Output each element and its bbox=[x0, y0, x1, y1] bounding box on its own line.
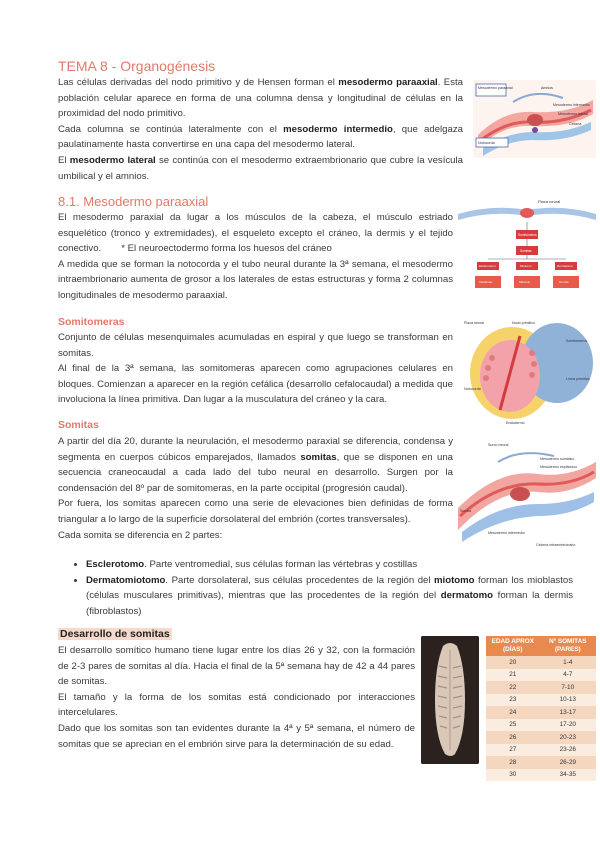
somitas-text: A partir del día 20, durante la neurulación, el mesodermo paraxial se diferencia, condensa y segmenta en cuerpos cúbicos emparejados, llamados somitas, que se disponen en una secuencia craneocaudal a cada lado del tubo neural en desarrollo. Surgen por la condensación del 8º par de somitomeras, en la parte occipital (progresión caudal). Por fuera, los somitas aparecen como una serie de elevaciones bien definidas de forma triangular a lo largo de la superficie dorsolateral del embrión (cortes transversales). Cada somita se diferencia en 2 partes: bbox=[58, 436, 453, 541]
fig3-label-notocorda: Notocorda bbox=[464, 387, 481, 391]
table-row: 28 26-29 bbox=[486, 756, 596, 769]
paraxial-flowchart-figure bbox=[458, 196, 596, 296]
table-row: 25 17-20 bbox=[486, 719, 596, 732]
table-row: 22 7-10 bbox=[486, 681, 596, 694]
fig3-label-linea: Línea primitiva bbox=[566, 377, 590, 381]
mesoderm-diagram-figure bbox=[473, 80, 596, 158]
table-row: 27 23-26 bbox=[486, 744, 596, 757]
fig2-box-musculo: Músculo bbox=[519, 280, 531, 284]
fig3-label-placa: Placa neural bbox=[464, 321, 484, 325]
desarrollo-text: El desarrollo somítico humano tiene lugar entre los días 26 y 32, con la formación de 2-3 pares de somitas al día. Hacia el final de la 5ª semana hay de 42 a 44 pares de somitas. El tamaño y la forma de los somitas está condicionado por interacciones intercelulares. Dado que los somitas son tan evidentes durante la 4ª y 5ª semana, el número de somitas que se aprecian en el embrión sirve para la determinación de su edad. bbox=[58, 645, 415, 750]
section-8-1-heading: 8.1. Mesodermo paraaxial bbox=[58, 194, 209, 209]
fig1-label-amnios: Amnios bbox=[541, 86, 553, 90]
fig2-box-dermatomo: Dermatomo bbox=[557, 264, 573, 268]
fig2-box-dermis: Dermis bbox=[559, 280, 569, 284]
fig4-label-celoma: Celoma intraembrionario bbox=[536, 543, 576, 547]
fig1-label-notocorda: Notocorda bbox=[478, 141, 495, 145]
fig2-box-esclerotomo: Esclerotomo bbox=[479, 264, 496, 268]
fig2-box-somitomeros: Somitómeros bbox=[518, 233, 537, 237]
fig2-top-label: Placa neural bbox=[538, 199, 561, 204]
somitas-parts-list bbox=[58, 557, 573, 619]
fig2-box-vertebras: Vértebras bbox=[479, 280, 493, 284]
somitomeras-text: Conjunto de células mesenquimales acumuladas en espiral y que luego se transforman en somitas. Al final de la 3ª semana, las somitomeras aparecen como agrupaciones celulares en bloques. Comienzan a aparecer en la región cefálica (desarrollo cefalocaudal) a medida que involuciona la línea primitiva. Dan lugar a la musculatura del cráneo y la cara. bbox=[58, 332, 453, 406]
fig3-label-nodo: Nodo primitivo bbox=[512, 321, 535, 325]
page-title: TEMA 8 - Organogénesis bbox=[58, 58, 216, 74]
table-row: 26 20-23 bbox=[486, 731, 596, 744]
fig4-label-esplacnico: Mesodermo esplácnico bbox=[540, 465, 577, 469]
somitomeras-heading: Somitomeras bbox=[58, 316, 125, 328]
fig1-label-lateral: Mesodermo lateral bbox=[558, 112, 588, 116]
table-row: 21 4-7 bbox=[486, 669, 596, 682]
embryo-photo bbox=[421, 636, 479, 764]
list-item-dermatomiotomo: • Dermatomiotomo. Parte dorsolateral, sus células procedentes de la región del miotomo forman los mioblastos (células musculares primitivas), mientras que las procedentes de la región del dermatomo forman la dermis (fibroblastos) bbox=[86, 573, 573, 620]
somitomeres-figure bbox=[462, 318, 596, 428]
table-row: 23 10-13 bbox=[486, 694, 596, 707]
somitas-heading: Somitas bbox=[58, 419, 99, 431]
list-item-esclerotomo: • Esclerotomo. Parte ventromedial, sus células forman las vértebras y costillas bbox=[86, 557, 573, 573]
somite-age-table bbox=[486, 636, 596, 781]
fig4-label-surco: Surco neural bbox=[488, 443, 509, 447]
fig4-label-somatico: Mesodermo somático bbox=[540, 457, 575, 461]
fig2-box-miotomo: Miotomo bbox=[520, 264, 532, 268]
fig2-box-somitas: Somitas bbox=[520, 249, 532, 253]
fig4-label-somita: Somita bbox=[460, 509, 472, 513]
table-row: 20 1-4 bbox=[486, 656, 596, 669]
fig3-label-endodermo: Endodermo bbox=[506, 421, 525, 425]
table-header-somites: Nº SOMITAS (PARES) bbox=[540, 636, 596, 656]
fig3-label-somitomeros: Somitómeros bbox=[566, 339, 588, 343]
section-8-1-text: El mesodermo paraxial da lugar a los músculos de la cabeza, el músculo estriado esquelético (tronco y extremidades), el esqueleto excepto el cráneo, la dermis y el tejido conectivo. * El neuroectodermo forma los huesos del cráneo A medida que se forman la notocorda y el tubo neural durante la 3ª semana, el mesodermo intraembrionario aumenta de grosor a los laterales de estas estructuras y forma 2 columnas longitudinales de mesodermo paraaxial. bbox=[58, 212, 453, 301]
somite-section-figure bbox=[458, 438, 596, 556]
table-row: 30 34-35 bbox=[486, 769, 596, 782]
fig1-label-intermedio: Mesodermo intermedio bbox=[553, 103, 590, 107]
table-header-age: EDAD APROX (DÍAS) bbox=[486, 636, 540, 656]
desarrollo-heading: Desarrollo de somitas bbox=[60, 628, 170, 640]
fig1-label-paraxial: Mesodermo paraaxial bbox=[478, 86, 513, 90]
intro-text: Las células derivadas del nodo primitivo y de Hensen forman el mesodermo paraaxial. Esta población celular aparece en forma de una columna densa y longitudinal de células en la proximidad del nodo primitivo. Cada columna se continúa lateralmente con el mesodermo intermedio, que adelgaza paulatinamente hasta convertirse en una capa del mesodermo lateral. El mesodermo lateral se continúa con el mesodermo extraembrionario que cubre la vesícula umbilical y el amnios. bbox=[58, 77, 463, 182]
fig1-label-celoma: Celoma bbox=[569, 122, 582, 126]
fig4-label-intermedio: Mesodermo intermedio bbox=[488, 531, 525, 535]
table-row: 24 13-17 bbox=[486, 706, 596, 719]
